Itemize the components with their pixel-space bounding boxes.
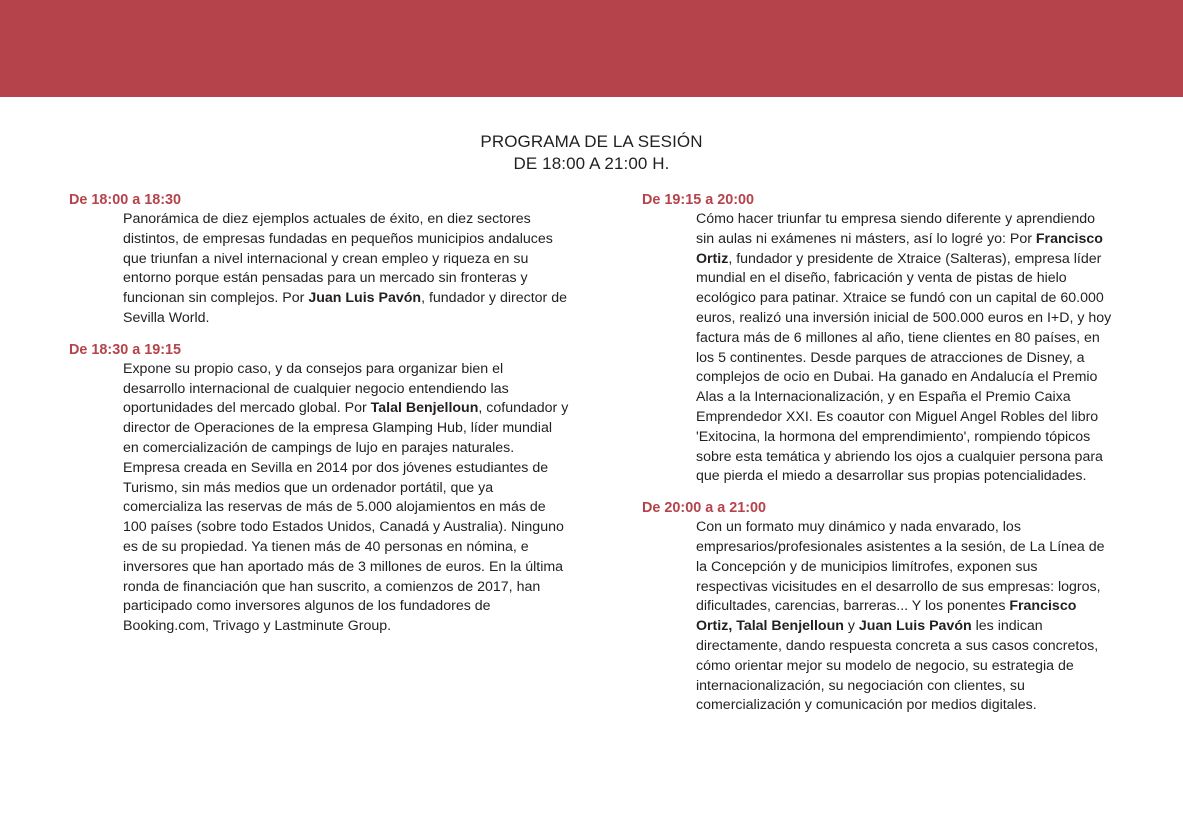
- session-block: [642, 498, 1112, 716]
- speaker-name: Talal Benjelloun: [370, 400, 479, 417]
- session-description: [696, 518, 1112, 716]
- description-text: Con un formato muy dinámico y nada envarado, los empresarios/profesionales asistentes a la sesión, de La Línea de la Concepción y de municipios limítrofes, exponen sus respectivas vicisitudes en el desarrollo de sus empresas: logros, dificultades, carencias, barreras... Y los ponentes: [696, 519, 1105, 615]
- session-block: [69, 190, 569, 329]
- speaker-name: Juan Luis Pavón: [858, 618, 972, 635]
- header-banner: [0, 0, 1183, 97]
- description-text: y: [843, 618, 859, 635]
- description-text: les indican directamente, dando respuesta concreta a sus casos concretos, cómo orientar mejor su modelo de negocio, su estrategia de internacionalización, su negociación con clientes, su comercialización y comunicación por medios digitales.: [696, 618, 1099, 714]
- description-text: , fundador y director de Sevilla World.: [123, 290, 567, 326]
- description-text: , cofundador y director de Operaciones de la empresa Glamping Hub, líder mundial en comercialización de campings de lujo en parajes naturales. Empresa creada en Sevilla en 2014 por dos jóvenes estudiantes de Turismo, sin más medios que un ordenador portátil, que ya comercializa las reservas de más de 5.000 alojamientos en más de 100 países (sobre todo Estados Unidos, Canadá y Australia). Ninguno es de su propiedad. Ya tienen más de 40 personas en nómina, e inversores que han aportado más de 3 millones de euros. En la última ronda de financiación que han suscrito, a comienzos de 2017, han participado como inversores algunos de los fundadores de Booking.com, Trivago y Lastminute Group.: [123, 400, 569, 635]
- session-time: De 18:30 a 19:15: [69, 341, 182, 358]
- session-block: [642, 190, 1112, 487]
- description-text: Panorámica de diez ejemplos actuales de éxito, en diez sectores distintos, de empresas fundadas en pequeños municipios andaluces que triunfan a nivel internacional y crean empleo y riqueza en su entorno porque están pensadas para un mercado sin fronteras y funcionan sin complejos. Por: [123, 211, 553, 307]
- session-time: De 20:00 a a 21:00: [642, 500, 767, 517]
- session-time: De 19:15 a 20:00: [642, 192, 755, 208]
- description-text: Expone su propio caso, y da consejos para organizar bien el desarrollo internacional de cualquier negocio entendiendo las oportunidades del mercado global. Por: [123, 360, 509, 417]
- page-title: [0, 131, 1183, 175]
- description-text: Cómo hacer triunfar tu empresa siendo diferente y aprendiendo sin aulas ni exámenes ni másters, así lo logré yo: Por: [696, 211, 1096, 247]
- page-title-line2: DE 18:00 A 21:00 H.: [513, 154, 670, 173]
- right-column: [642, 190, 1112, 726]
- session-description: [123, 210, 569, 329]
- speaker-name: Francisco Ortiz, Talal Benjelloun: [696, 598, 1077, 635]
- speaker-name: Juan Luis Pavón: [308, 290, 422, 307]
- session-description: [123, 360, 569, 637]
- speaker-name: Francisco Ortiz: [696, 230, 1103, 267]
- session-description: [696, 210, 1112, 487]
- description-text: , fundador y presidente de Xtraice (Salteras), empresa líder mundial en el diseño, fabricación y venta de pistas de hielo ecológico para patinar. Xtraice se fundó con un capital de 60.000 euros, realizó una inversión inicial de 500.000 euros en I+D, y hoy factura más de 6 millones al año, tiene clientes en 80 países, en los 5 continentes. Desde parques de atracciones de Disney, a complejos de ocio en Dubai. Ha ganado en Andalucía el Premio Alas a la Internacionalización, y en España el Premio Caixa Emprendedor XXI. Es coautor con Miguel Angel Robles del libro 'Exitocina, la hormona del emprendimiento', rompiendo tópicos sobre esta temática y abriendo los ojos a cualquier persona para que pierda el miedo a desarrollar sus propias potencialidades.: [696, 250, 1112, 485]
- page-title-line1: PROGRAMA DE LA SESIÓN: [480, 132, 703, 151]
- session-block: [69, 340, 569, 637]
- left-column: [69, 190, 569, 647]
- session-time: De 18:00 a 18:30: [69, 192, 182, 208]
